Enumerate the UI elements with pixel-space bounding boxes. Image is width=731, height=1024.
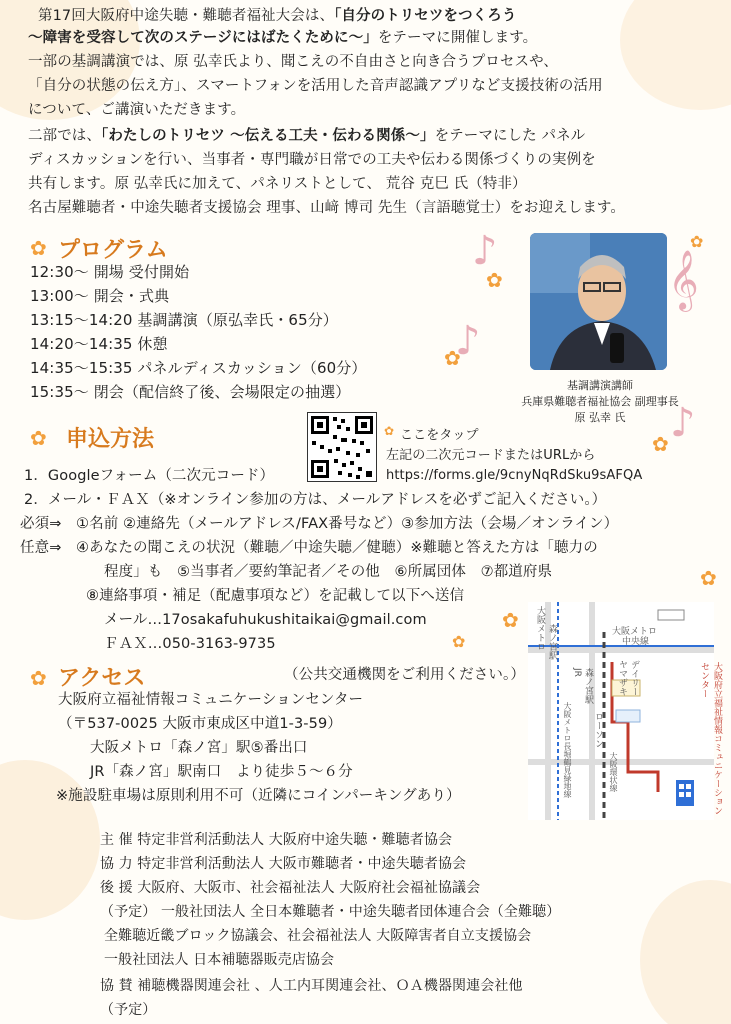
access-note: （公共交通機関をご利用ください。）	[284, 667, 525, 683]
intro-text: をテーマにした パネル	[434, 128, 586, 144]
access-title: アクセス	[58, 665, 146, 691]
venue-name: 大阪府立福祉情報コミュニケーションセンター	[58, 692, 364, 708]
theme-subtitle: 〜障害を受容して次のステージにはばたくために〜」	[28, 30, 378, 46]
optional-fields-2: 程度」も ⑤当事者／要約筆記者／その他 ⑥所属団体 ⑦都道府県	[104, 564, 553, 580]
map-label: ヤマザキ	[617, 660, 627, 696]
program-item: 14:35〜15:35 パネルディスカッション（60分）	[30, 359, 367, 377]
intro-text: 二部では、	[28, 128, 101, 144]
access-metro: 大阪メトロ「森ノ宮」駅⑤番出口	[90, 740, 308, 756]
program-title: プログラム	[58, 237, 168, 263]
tap-here-text[interactable]: ここをタップ	[400, 428, 479, 443]
contact-email[interactable]: メール…17osakafuhukushitaikai@gmail.com	[104, 612, 427, 628]
qr-note: 左記の二次元コードまたはURLから	[386, 448, 596, 463]
contact-fax: ＦＡＸ…050-3163-9735	[104, 636, 276, 652]
intro-text: をテーマに開催します。	[377, 30, 538, 46]
intro-line-9: 名古屋難聴者・中途失聴者支援協会 理事、山﨑 博司 先生（言語聴覚士）をお迎えします。	[28, 200, 625, 216]
access-map[interactable]	[528, 602, 722, 820]
flower-icon: ✿	[486, 268, 503, 292]
program-item: 12:30〜 開場 受付開始	[30, 263, 190, 281]
flower-icon: ✿	[30, 426, 47, 450]
flower-icon: ✿	[30, 666, 47, 690]
flower-icon: ✿	[502, 608, 519, 632]
method-google-form: 1．Googleフォーム（二次元コード）	[24, 468, 275, 484]
intro-line-7: ディスカッションを行い、当事者・専門職が日常での工夫や伝わる関係づくりの実例を	[28, 152, 596, 168]
intro-line-8: 共有します。原 弘幸氏に加えて、パネリストとして、 荒谷 克巳 氏（特非）	[28, 176, 527, 192]
method-mail-fax: 2．メール・ＦＡＸ（※オンライン参加の方は、メールアドレスを必ずご記入ください。）	[24, 492, 607, 508]
map-label: 森ノ宮駅	[547, 624, 557, 660]
speaker-name: 原 弘幸 氏	[574, 411, 626, 424]
access-jr: JR「森ノ宮」駅南口 より徒歩５〜６分	[90, 764, 353, 780]
qr-code[interactable]	[307, 412, 377, 482]
organizer-support: 後 援 大阪府、大阪市、社会福祉法人 大阪府社会福祉協議会	[100, 880, 481, 896]
map-label: JR	[572, 668, 582, 677]
speaker-photo	[530, 233, 667, 370]
map-label: 森ノ宮駅	[583, 668, 593, 704]
organizer-sponsor: 協 賛 補聴機器関連会社 、人工内耳関連会社、ＯＡ機器関連会社他	[100, 978, 523, 994]
organizer-cooperation: 協 力 特定非営利活動法人 大阪市難聴者・中途失聴者協会	[100, 856, 467, 872]
map-venue-label: 大阪府立福祉情報コミュニケーションセンター	[699, 662, 722, 815]
map-label: 大阪環状線	[609, 752, 618, 792]
flower-icon: ✿	[444, 346, 461, 370]
panel-theme: 「わたしのトリセツ 〜伝える工夫・伝わる関係〜」	[101, 128, 435, 144]
intro-line-3: 一部の基調講演では、原 弘幸氏より、聞こえの不自由さと向き合うプロセスや、	[28, 54, 559, 70]
flower-icon: ✿	[652, 432, 669, 456]
flower-icon: ✿	[30, 236, 47, 260]
parking-note: ※施設駐車場は原則利用不可（近隣にコインパーキングあり）	[56, 788, 461, 804]
apply-title: 申込方法	[66, 426, 155, 452]
optional-fields-1: 任意⇒ ④あなたの聞こえの状況（難聴／中途失聴／健聴）※難聴と答えた方は「聴力の	[20, 540, 598, 556]
intro-line-2	[28, 28, 537, 48]
flower-icon: ✿	[452, 632, 466, 651]
flower-icon: ✿	[700, 566, 717, 590]
intro-line-5: について、ご講演いただきます。	[28, 102, 246, 118]
speaker-caption-1: 基調講演講師	[567, 379, 633, 392]
flower-icon: ✿	[384, 424, 395, 438]
music-note-icon: ♪	[472, 228, 498, 274]
bg-wash	[620, 0, 731, 110]
required-fields: 必須⇒ ①名前 ②連絡先（メールアドレス/FAX番号など）③参加方法（会場／オンライン）	[20, 516, 619, 532]
map-label: 大阪メトロ	[612, 627, 658, 637]
speaker-caption-2: 兵庫県難聴者福祉協会 副理事長	[521, 395, 679, 408]
map-label: 大阪メトロ長堀鶴見緑地線	[563, 702, 572, 798]
map-label: 中央線	[622, 637, 650, 647]
form-url-link[interactable]: https://forms.gle/9cnyNqRdSku9sAFQA	[386, 468, 643, 483]
intro-text: 第17回大阪府中途失聴・難聴者福祉大会は、	[38, 8, 335, 24]
flower-icon: ✿	[690, 232, 704, 251]
treble-clef-icon: 𝄞	[668, 250, 699, 310]
program-item: 14:20〜14:35 休憩	[30, 335, 168, 353]
optional-fields-3: ⑧連絡事項・補足（配慮事項など）を記載して以下へ送信	[86, 588, 465, 604]
intro-line-1	[38, 6, 516, 26]
music-note-icon: ♪	[670, 400, 696, 446]
program-item: 13:00〜 開会・式典	[30, 287, 170, 305]
music-note-icon: ♪	[455, 318, 481, 364]
qr-code-image	[308, 413, 376, 481]
program-item: 13:15〜14:20 基調講演（原弘幸氏・65分）	[30, 311, 338, 329]
bg-wash	[640, 880, 731, 1024]
organizer-sponsor-note: （予定）	[100, 1002, 157, 1018]
intro-line-6	[28, 126, 585, 146]
organizer-host: 主 催 特定非営利活動法人 大阪府中途失聴・難聴者協会	[100, 832, 453, 848]
map-label: 大阪メトロ	[535, 606, 545, 651]
theme-title: 「自分のトリセツをつくろう	[334, 8, 517, 24]
map-label: ローソン	[593, 712, 603, 748]
intro-line-4: 「自分の状態の伝え方」、スマートフォンを活用した音声認識アプリなど支援技術の活用	[28, 78, 603, 94]
bg-wash	[0, 760, 100, 920]
organizer-support-2: （予定） 一般社団法人 全日本難聴者・中途失聴者団体連合会（全難聴）	[100, 904, 561, 920]
organizer-support-3: 全難聴近畿ブロック協議会、社会福祉法人 大阪障害者自立支援協会	[104, 928, 532, 944]
venue-address: （〒537-0025 大阪市東成区中道1-3-59）	[58, 716, 342, 732]
speaker-portrait	[530, 233, 667, 370]
map-label: デイリー	[629, 660, 639, 696]
organizer-support-4: 一般社団法人 日本補聴器販売店協会	[104, 952, 335, 968]
program-item: 15:35〜 閉会（配信終了後、会場限定の抽選）	[30, 383, 351, 401]
